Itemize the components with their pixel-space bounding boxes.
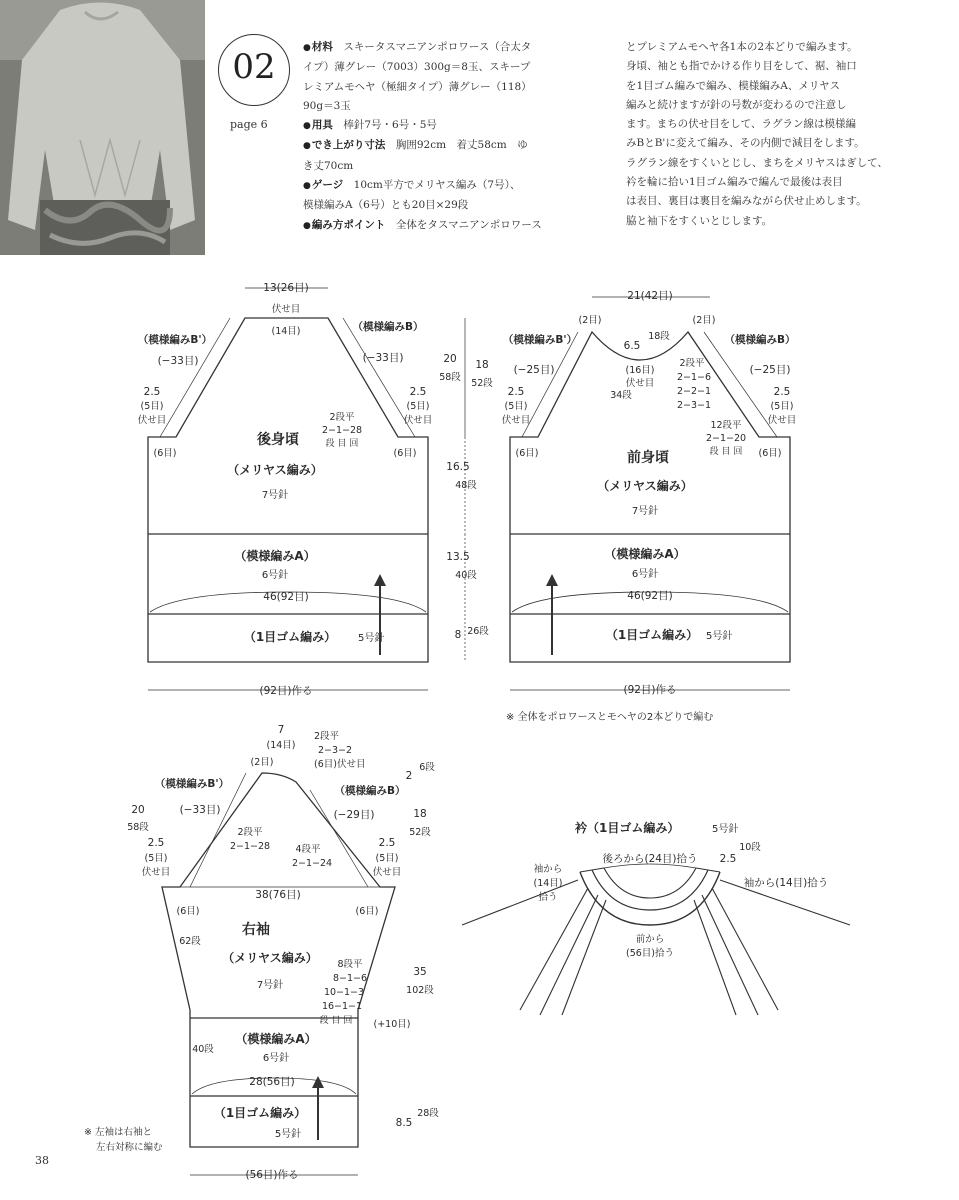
bullet-icon: ● xyxy=(303,220,311,231)
svg-text:(6目): (6目) xyxy=(393,448,417,459)
svg-text:(−25目): (−25目) xyxy=(513,364,555,376)
svg-text:40段: 40段 xyxy=(455,570,477,581)
svg-text:(6目): (6目) xyxy=(176,906,200,917)
svg-text:12段平: 12段平 xyxy=(710,420,742,431)
svg-text:6号針: 6号針 xyxy=(262,1053,290,1064)
svg-text:(−25目): (−25目) xyxy=(749,364,791,376)
info-points: ●編み方ポイント 全体をタスマニアンポロワース xyxy=(303,218,542,231)
svg-text:5号針: 5号針 xyxy=(358,633,385,644)
svg-text:2.5: 2.5 xyxy=(773,386,791,398)
svg-text:58段: 58段 xyxy=(439,372,461,383)
svg-text:伏せ目: 伏せ目 xyxy=(501,415,531,426)
right-sleeve-labels xyxy=(84,724,439,1181)
svg-text:(5目): (5目) xyxy=(504,401,528,412)
svg-text:2段平: 2段平 xyxy=(329,412,355,423)
svg-text:※ 左袖は右袖と: ※ 左袖は右袖と xyxy=(84,1127,152,1138)
info-tools: ●用具 棒針7号・6号・5号 xyxy=(303,119,437,132)
svg-text:（模様編みB）: （模様編みB） xyxy=(352,321,424,333)
svg-text:2.5: 2.5 xyxy=(507,386,525,398)
svg-text:（メリヤス編み）: （メリヤス編み） xyxy=(222,951,318,965)
svg-text:52段: 52段 xyxy=(409,827,431,838)
svg-text:(5目): (5目) xyxy=(375,853,399,864)
svg-text:(56目)作る: (56目)作る xyxy=(245,1169,299,1181)
svg-text:16−1−1: 16−1−1 xyxy=(321,1001,363,1012)
svg-text:2−2−1: 2−2−1 xyxy=(676,386,712,397)
svg-text:(6目): (6目) xyxy=(355,906,379,917)
svg-text:20: 20 xyxy=(443,353,457,365)
info-size: ●でき上がり寸法 胸囲92cm 着丈58cm ゆ き丈70cm xyxy=(303,139,528,172)
svg-text:6号針: 6号針 xyxy=(261,570,289,581)
svg-text:（模様編みB'）: （模様編みB'） xyxy=(137,334,213,346)
svg-text:伏せ目: 伏せ目 xyxy=(271,304,301,315)
svg-text:（1目ゴム編み）: （1目ゴム編み） xyxy=(213,1106,307,1120)
svg-text:5号針: 5号針 xyxy=(274,1129,302,1140)
svg-text:(−29目): (−29目) xyxy=(333,809,375,821)
svg-text:※ 全体をポロワースとモヘヤの2本どりで編む: ※ 全体をポロワースとモヘヤの2本どりで編む xyxy=(506,712,714,723)
svg-text:28段: 28段 xyxy=(417,1108,439,1119)
svg-text:18: 18 xyxy=(413,808,427,820)
svg-text:6段: 6段 xyxy=(419,762,435,773)
svg-text:7号針: 7号針 xyxy=(261,490,289,501)
svg-text:右袖: 右袖 xyxy=(242,922,270,938)
svg-text:伏せ目: 伏せ目 xyxy=(625,378,655,389)
svg-text:26段: 26段 xyxy=(467,626,489,637)
svg-text:(16目): (16目) xyxy=(625,365,655,376)
svg-text:5号針: 5号針 xyxy=(706,631,733,642)
bullet-icon: ● xyxy=(303,121,311,132)
svg-text:8: 8 xyxy=(454,629,462,641)
svg-text:（模様編みB）: （模様編みB） xyxy=(334,785,406,797)
svg-text:（模様編みA）: （模様編みA） xyxy=(234,549,316,563)
svg-text:拾う: 拾う xyxy=(538,892,558,903)
svg-text:(56目)拾う: (56目)拾う xyxy=(625,948,675,959)
svg-text:後ろから(24目)拾う: 後ろから(24目)拾う xyxy=(602,853,698,865)
svg-text:袖から(14目)拾う: 袖から(14目)拾う xyxy=(743,877,829,889)
svg-text:16.5: 16.5 xyxy=(446,461,470,473)
svg-text:5号針: 5号針 xyxy=(712,824,739,835)
bullet-icon: ● xyxy=(303,43,311,53)
svg-text:2−3−2: 2−3−2 xyxy=(318,745,353,756)
front-body-labels xyxy=(471,290,796,723)
svg-text:左右対称に編む: 左右対称に編む xyxy=(96,1142,163,1153)
svg-text:後身頃: 後身頃 xyxy=(257,432,299,448)
svg-text:18段: 18段 xyxy=(648,331,670,342)
svg-text:8−1−6: 8−1−6 xyxy=(332,973,368,984)
svg-text:2−1−28: 2−1−28 xyxy=(229,841,271,852)
svg-text:(5目): (5目) xyxy=(406,401,430,412)
svg-text:10−1−3: 10−1−3 xyxy=(323,987,365,998)
svg-text:(2目): (2目) xyxy=(578,315,602,326)
svg-text:（模様編みB'）: （模様編みB'） xyxy=(502,334,578,346)
page-number: 38 xyxy=(35,1154,49,1167)
svg-text:7号針: 7号針 xyxy=(256,980,284,991)
svg-text:袖から: 袖から xyxy=(533,864,563,875)
svg-text:2.5: 2.5 xyxy=(147,837,165,849)
svg-text:8.5: 8.5 xyxy=(395,1117,413,1129)
svg-text:(−33目): (−33目) xyxy=(157,355,199,367)
bullet-icon: ● xyxy=(303,181,311,192)
svg-text:伏せ目: 伏せ目 xyxy=(372,867,402,878)
svg-text:48段: 48段 xyxy=(455,480,477,491)
svg-text:前から: 前から xyxy=(635,934,665,945)
svg-text:46(92目): 46(92目) xyxy=(627,590,673,602)
svg-text:（模様編みB）: （模様編みB） xyxy=(724,334,796,346)
svg-text:（1目ゴム編み）: （1目ゴム編み） xyxy=(243,630,337,644)
svg-text:伏せ目: 伏せ目 xyxy=(403,415,433,426)
svg-text:(5目): (5目) xyxy=(140,401,164,412)
svg-text:（模様編みA）: （模様編みA） xyxy=(235,1032,317,1046)
svg-text:2−1−6: 2−1−6 xyxy=(676,372,712,383)
svg-text:(6目): (6目) xyxy=(153,448,177,459)
svg-text:8段平: 8段平 xyxy=(337,959,363,970)
info-gauge: ●ゲージ 10cm平方でメリヤス編み（7号）、 模様編みA（6号）とも20目×29段 xyxy=(303,179,521,212)
svg-text:46(92目): 46(92目) xyxy=(263,591,309,603)
svg-text:(+10目): (+10目) xyxy=(373,1019,411,1030)
info-materials: ●材料 スキータスマニアンポロワース（合太タ イプ）薄グレー（7003）300g＝8玉、スキープ レミアムモヘヤ（極細タイプ）薄グレー（118） 90g＝3玉 xyxy=(303,41,532,112)
svg-text:(2目): (2目) xyxy=(250,757,274,768)
svg-text:62段: 62段 xyxy=(179,936,201,947)
svg-text:前身頃: 前身頃 xyxy=(627,450,669,466)
svg-text:34段: 34段 xyxy=(610,390,632,401)
svg-text:10段: 10段 xyxy=(739,842,761,853)
svg-text:（メリヤス編み）: （メリヤス編み） xyxy=(597,479,693,493)
svg-text:段 目 回: 段 目 回 xyxy=(319,1016,353,1026)
svg-text:(−33目): (−33目) xyxy=(179,804,221,816)
svg-text:21(42目): 21(42目) xyxy=(627,290,673,302)
svg-text:（模様編みB'）: （模様編みB'） xyxy=(154,778,230,790)
svg-text:13.5: 13.5 xyxy=(446,551,470,563)
svg-text:2段平: 2段平 xyxy=(314,731,340,742)
svg-text:(14目): (14目) xyxy=(533,878,563,889)
svg-text:伏せ目: 伏せ目 xyxy=(141,867,171,878)
svg-text:7: 7 xyxy=(277,724,285,736)
svg-text:（メリヤス編み）: （メリヤス編み） xyxy=(227,463,323,477)
svg-text:52段: 52段 xyxy=(471,378,493,389)
svg-text:35: 35 xyxy=(413,966,427,978)
svg-text:28(56目): 28(56目) xyxy=(249,1076,295,1088)
svg-text:(6目): (6目) xyxy=(515,448,539,459)
svg-text:6号針: 6号針 xyxy=(631,569,659,580)
page-reference: page 6 xyxy=(230,118,268,131)
svg-text:2−1−24: 2−1−24 xyxy=(291,858,333,869)
svg-text:6.5: 6.5 xyxy=(623,340,641,352)
svg-text:（模様編みA）: （模様編みA） xyxy=(604,547,686,561)
svg-text:2.5: 2.5 xyxy=(409,386,427,398)
svg-text:(5目): (5目) xyxy=(144,853,168,864)
svg-text:(6目)伏せ目: (6目)伏せ目 xyxy=(314,759,366,770)
svg-text:2.5: 2.5 xyxy=(719,853,737,865)
svg-text:段 目 回: 段 目 回 xyxy=(325,439,359,449)
svg-text:2.5: 2.5 xyxy=(143,386,161,398)
svg-text:2−1−28: 2−1−28 xyxy=(321,425,363,436)
svg-text:(92目)作る: (92目)作る xyxy=(623,684,677,696)
svg-text:2段平: 2段平 xyxy=(679,358,705,369)
svg-text:(2目): (2目) xyxy=(692,315,716,326)
svg-text:18: 18 xyxy=(475,359,489,371)
svg-text:102段: 102段 xyxy=(406,985,434,996)
svg-text:4段平: 4段平 xyxy=(295,844,321,855)
svg-text:2−1−20: 2−1−20 xyxy=(705,433,747,444)
svg-text:(6目): (6目) xyxy=(758,448,782,459)
svg-text:衿（1目ゴム編み）: 衿（1目ゴム編み） xyxy=(575,821,680,835)
svg-text:7号針: 7号針 xyxy=(631,506,659,517)
svg-text:40段: 40段 xyxy=(192,1044,214,1055)
back-body-labels xyxy=(138,282,490,697)
svg-text:2−3−1: 2−3−1 xyxy=(676,400,712,411)
bullet-icon: ● xyxy=(303,141,311,152)
method-text: とプレミアムモヘヤ各1本の2本どりで編みます。 身頃、袖とも指でかける作り目をして、裾、袖口 を1目ゴム編みで編み、模様編みA、メリヤス 編みと続けますが針の号数が変わるので注意し ます。まちの伏せ目をして、ラグラン線は模様編 みBとB'に変えて編み、その内側で減目をします。 ラグラン線をすくいとじし、まちをメリヤスはぎして、 衿を輪に拾い1目ゴム編みで編んで最後は表目 は表目、裏目は裏目を編みながら伏せ止めします。 脇と袖下をすくいとじします。 xyxy=(626,41,888,227)
svg-text:(14目): (14目) xyxy=(266,740,296,751)
svg-text:(92目)作る: (92目)作る xyxy=(259,685,313,697)
svg-text:20: 20 xyxy=(131,804,145,816)
svg-text:（1目ゴム編み）: （1目ゴム編み） xyxy=(605,628,699,642)
pattern-number: 02 xyxy=(232,47,276,87)
svg-text:伏せ目: 伏せ目 xyxy=(137,415,167,426)
svg-text:13(26目): 13(26目) xyxy=(263,282,309,294)
svg-text:伏せ目: 伏せ目 xyxy=(767,415,797,426)
svg-text:2: 2 xyxy=(405,770,413,782)
svg-text:(−33目): (−33目) xyxy=(362,352,404,364)
svg-text:(14目): (14目) xyxy=(271,326,301,337)
svg-text:(5目): (5目) xyxy=(770,401,794,412)
svg-text:2段平: 2段平 xyxy=(237,827,263,838)
svg-text:58段: 58段 xyxy=(127,822,149,833)
svg-text:段 目 回: 段 目 回 xyxy=(709,447,743,457)
svg-text:38(76目): 38(76目) xyxy=(255,889,301,901)
svg-text:2.5: 2.5 xyxy=(378,837,396,849)
